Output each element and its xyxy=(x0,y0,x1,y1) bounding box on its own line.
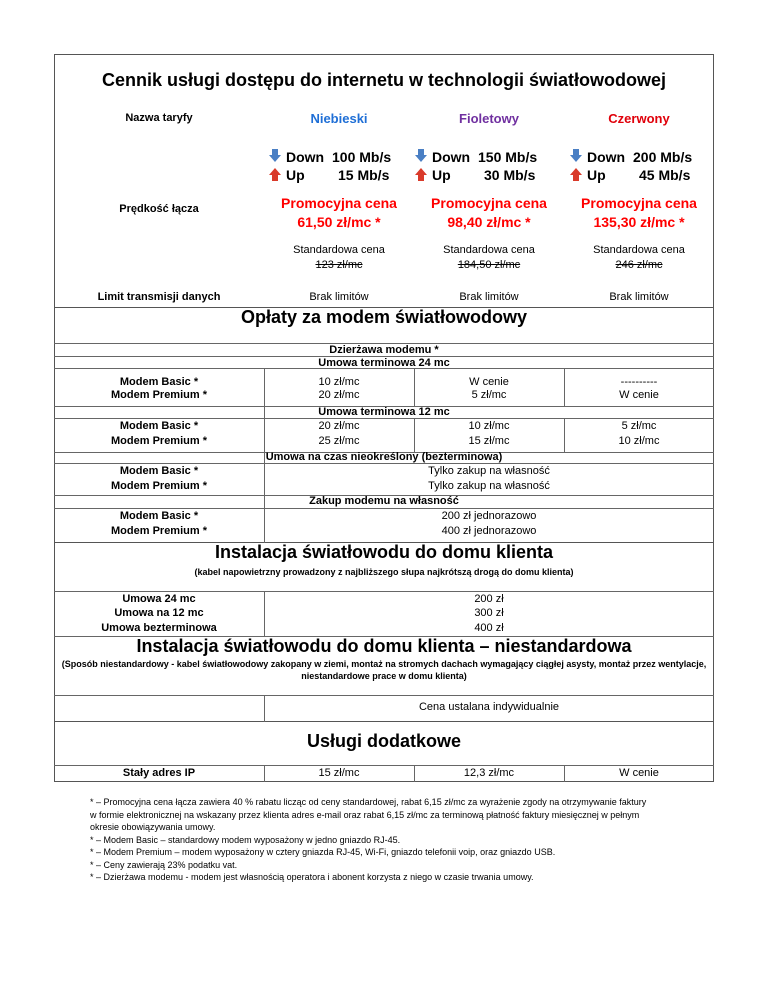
price-cell: 200 zł jednorazowo xyxy=(441,510,537,522)
indef-title: Umowa na czas nieokreślony (bezterminowa) xyxy=(265,451,503,463)
promo-niebieski xyxy=(264,194,414,232)
install-ns-note-2: niestandardowe prace w domu klienta) xyxy=(301,671,467,681)
price-cell: 5 zł/mc xyxy=(471,389,507,401)
std-price: 184,50 zł/mc xyxy=(457,259,521,271)
price-cell: 10 zł/mc xyxy=(618,435,660,447)
speed-label: Prędkość łącza xyxy=(119,203,199,215)
install-ns-note-1: (Sposób niestandardowy - kabel światłowodowy zakopany w ziemi, montaż na stromych dachach wymagający ciągłej asysty, montaż przez wentylacje, xyxy=(61,659,707,669)
term24-title: Umowa terminowa 24 mc xyxy=(318,357,450,369)
limit-label: Limit transmisji danych xyxy=(97,291,221,303)
price-cell: 20 zł/mc xyxy=(318,389,360,401)
arrow-up-icon xyxy=(569,167,583,181)
install-note: (kabel napowietrzny prowadzony z najbliższego słupa najkrótszą drogą do domu klienta) xyxy=(194,567,574,577)
speed-block-czerwony xyxy=(569,148,714,184)
promo-label: Promocyjna cena xyxy=(281,195,397,211)
install-ns-heading: Instalacja światłowodu do domu klienta – niestandardowa xyxy=(136,636,632,656)
extras-price: W cenie xyxy=(619,767,659,779)
install-label: Umowa bezterminowa xyxy=(101,622,217,634)
promo-price: 135,30 zł/mc * xyxy=(593,214,685,230)
down-label: Down xyxy=(286,149,325,165)
plan-name-niebieski: Niebieski xyxy=(310,111,368,126)
up-label: Up xyxy=(587,167,606,183)
std-label: Standardowa cena xyxy=(293,244,385,256)
down-speed: 100 Mb/s xyxy=(332,149,392,165)
arrow-up-icon xyxy=(414,167,428,181)
std-price: 123 zł/mc xyxy=(315,259,363,271)
footnote: * – Promocyjna cena łącza zawiera 40 % rabatu licząc od ceny standardowej, rabat 6,15 zł/mc za wyrażenie zgody na otrzymywanie faktury xyxy=(90,797,647,807)
down-speed: 200 Mb/s xyxy=(633,149,693,165)
down-label: Down xyxy=(587,149,626,165)
promo-fioletowy xyxy=(414,194,564,232)
limit-niebieski: Brak limitów xyxy=(309,291,369,303)
modem-basic-label: Modem Basic * xyxy=(119,510,199,522)
price-cell: 10 zł/mc xyxy=(318,376,360,388)
plan-name-czerwony: Czerwony xyxy=(608,111,670,126)
std-label: Standardowa cena xyxy=(593,244,685,256)
page-title: Cennik usługi dostępu do internetu w technologii światłowodowej xyxy=(101,70,666,90)
modem-premium-label: Modem Premium * xyxy=(111,480,207,492)
promo-price: 98,40 zł/mc * xyxy=(447,214,531,230)
promo-label: Promocyjna cena xyxy=(581,195,697,211)
price-cell: W cenie xyxy=(619,389,659,401)
modem-heading: Opłaty za modem światłowodowy xyxy=(240,307,528,327)
speed-block-niebieski xyxy=(268,148,413,184)
std-price: 246 zł/mc xyxy=(615,259,663,271)
extras-price: 15 zł/mc xyxy=(318,767,360,779)
price-cell: 400 zł jednorazowo xyxy=(441,525,537,537)
price-cell: 10 zł/mc xyxy=(468,420,510,432)
term12-title: Umowa terminowa 12 mc xyxy=(318,406,450,418)
install-ns-price: Cena ustalana indywidualnie xyxy=(418,701,560,713)
up-label: Up xyxy=(286,167,305,183)
lease-title: Dzierżawa modemu * xyxy=(329,344,439,356)
up-speed: 45 Mb/s xyxy=(639,167,691,183)
footnote: * – Dzierżawa modemu - modem jest własnością operatora i abonent korzysta z niego w czasie trwania umowy. xyxy=(90,872,534,882)
tariff-label: Nazwa taryfy xyxy=(125,112,193,124)
footnote: w formie elektronicznej na wskazany przez klienta adres e-mail oraz rabat 6,15 zł/mc za terminową płatność faktury miesięcznej w pełnym xyxy=(90,809,640,820)
price-cell: 20 zł/mc xyxy=(318,420,360,432)
install-label: Umowa 24 mc xyxy=(122,593,196,605)
up-label: Up xyxy=(432,167,451,183)
std-czerwony xyxy=(564,243,714,273)
arrow-down-icon xyxy=(414,149,428,163)
modem-basic-label: Modem Basic * xyxy=(119,465,199,477)
purchase-title: Zakup modemu na własność xyxy=(309,495,459,507)
down-speed: 150 Mb/s xyxy=(478,149,538,165)
footnote: okresie obowiązywania umowy. xyxy=(90,822,216,832)
price-cell: ---------- xyxy=(620,376,658,388)
install-price: 300 zł xyxy=(474,607,504,619)
price-cell: Tylko zakup na własność xyxy=(428,465,550,477)
up-speed: 30 Mb/s xyxy=(484,167,536,183)
modem-premium-label: Modem Premium * xyxy=(111,389,207,401)
limit-fioletowy: Brak limitów xyxy=(459,291,519,303)
arrow-down-icon xyxy=(569,149,583,163)
price-cell: W cenie xyxy=(469,376,509,388)
modem-basic-label: Modem Basic * xyxy=(119,420,199,432)
install-label: Umowa na 12 mc xyxy=(114,607,204,619)
modem-basic-label: Modem Basic * xyxy=(119,376,199,388)
std-niebieski xyxy=(264,243,414,273)
install-price: 200 zł xyxy=(474,593,504,605)
price-cell: 5 zł/mc xyxy=(621,420,657,432)
promo-label: Promocyjna cena xyxy=(431,195,547,211)
std-label: Standardowa cena xyxy=(443,244,535,256)
promo-czerwony xyxy=(564,194,714,232)
modem-premium-label: Modem Premium * xyxy=(111,525,207,537)
price-cell: 25 zł/mc xyxy=(318,435,360,447)
footnote: * – Modem Premium – modem wyposażony w cztery gniazda RJ-45, Wi-Fi, gniazdo telefonii voip, oraz gniazdo USB. xyxy=(90,847,556,857)
promo-price: 61,50 zł/mc * xyxy=(297,214,381,230)
extras-price: 12,3 zł/mc xyxy=(463,767,515,779)
down-label: Down xyxy=(432,149,471,165)
arrow-down-icon xyxy=(268,149,282,163)
static-ip-label: Stały adres IP xyxy=(122,767,196,779)
install-heading: Instalacja światłowodu do domu klienta xyxy=(214,542,554,562)
footnotes xyxy=(90,796,710,884)
plan-name-fioletowy: Fioletowy xyxy=(459,111,519,126)
arrow-up-icon xyxy=(268,167,282,181)
modem-premium-label: Modem Premium * xyxy=(111,435,207,447)
footnote: * – Ceny zawierają 23% podatku vat. xyxy=(90,859,238,870)
price-cell: 15 zł/mc xyxy=(468,435,510,447)
price-cell: Tylko zakup na własność xyxy=(428,480,550,492)
limit-czerwony: Brak limitów xyxy=(609,291,669,303)
std-fioletowy xyxy=(414,243,564,273)
extras-heading: Usługi dodatkowe xyxy=(306,731,461,751)
speed-block-fioletowy xyxy=(414,148,559,184)
up-speed: 15 Mb/s xyxy=(338,167,390,183)
install-price: 400 zł xyxy=(474,622,504,634)
footnote: * – Modem Basic – standardowy modem wyposażony w jedno gniazdo RJ-45. xyxy=(90,834,401,845)
